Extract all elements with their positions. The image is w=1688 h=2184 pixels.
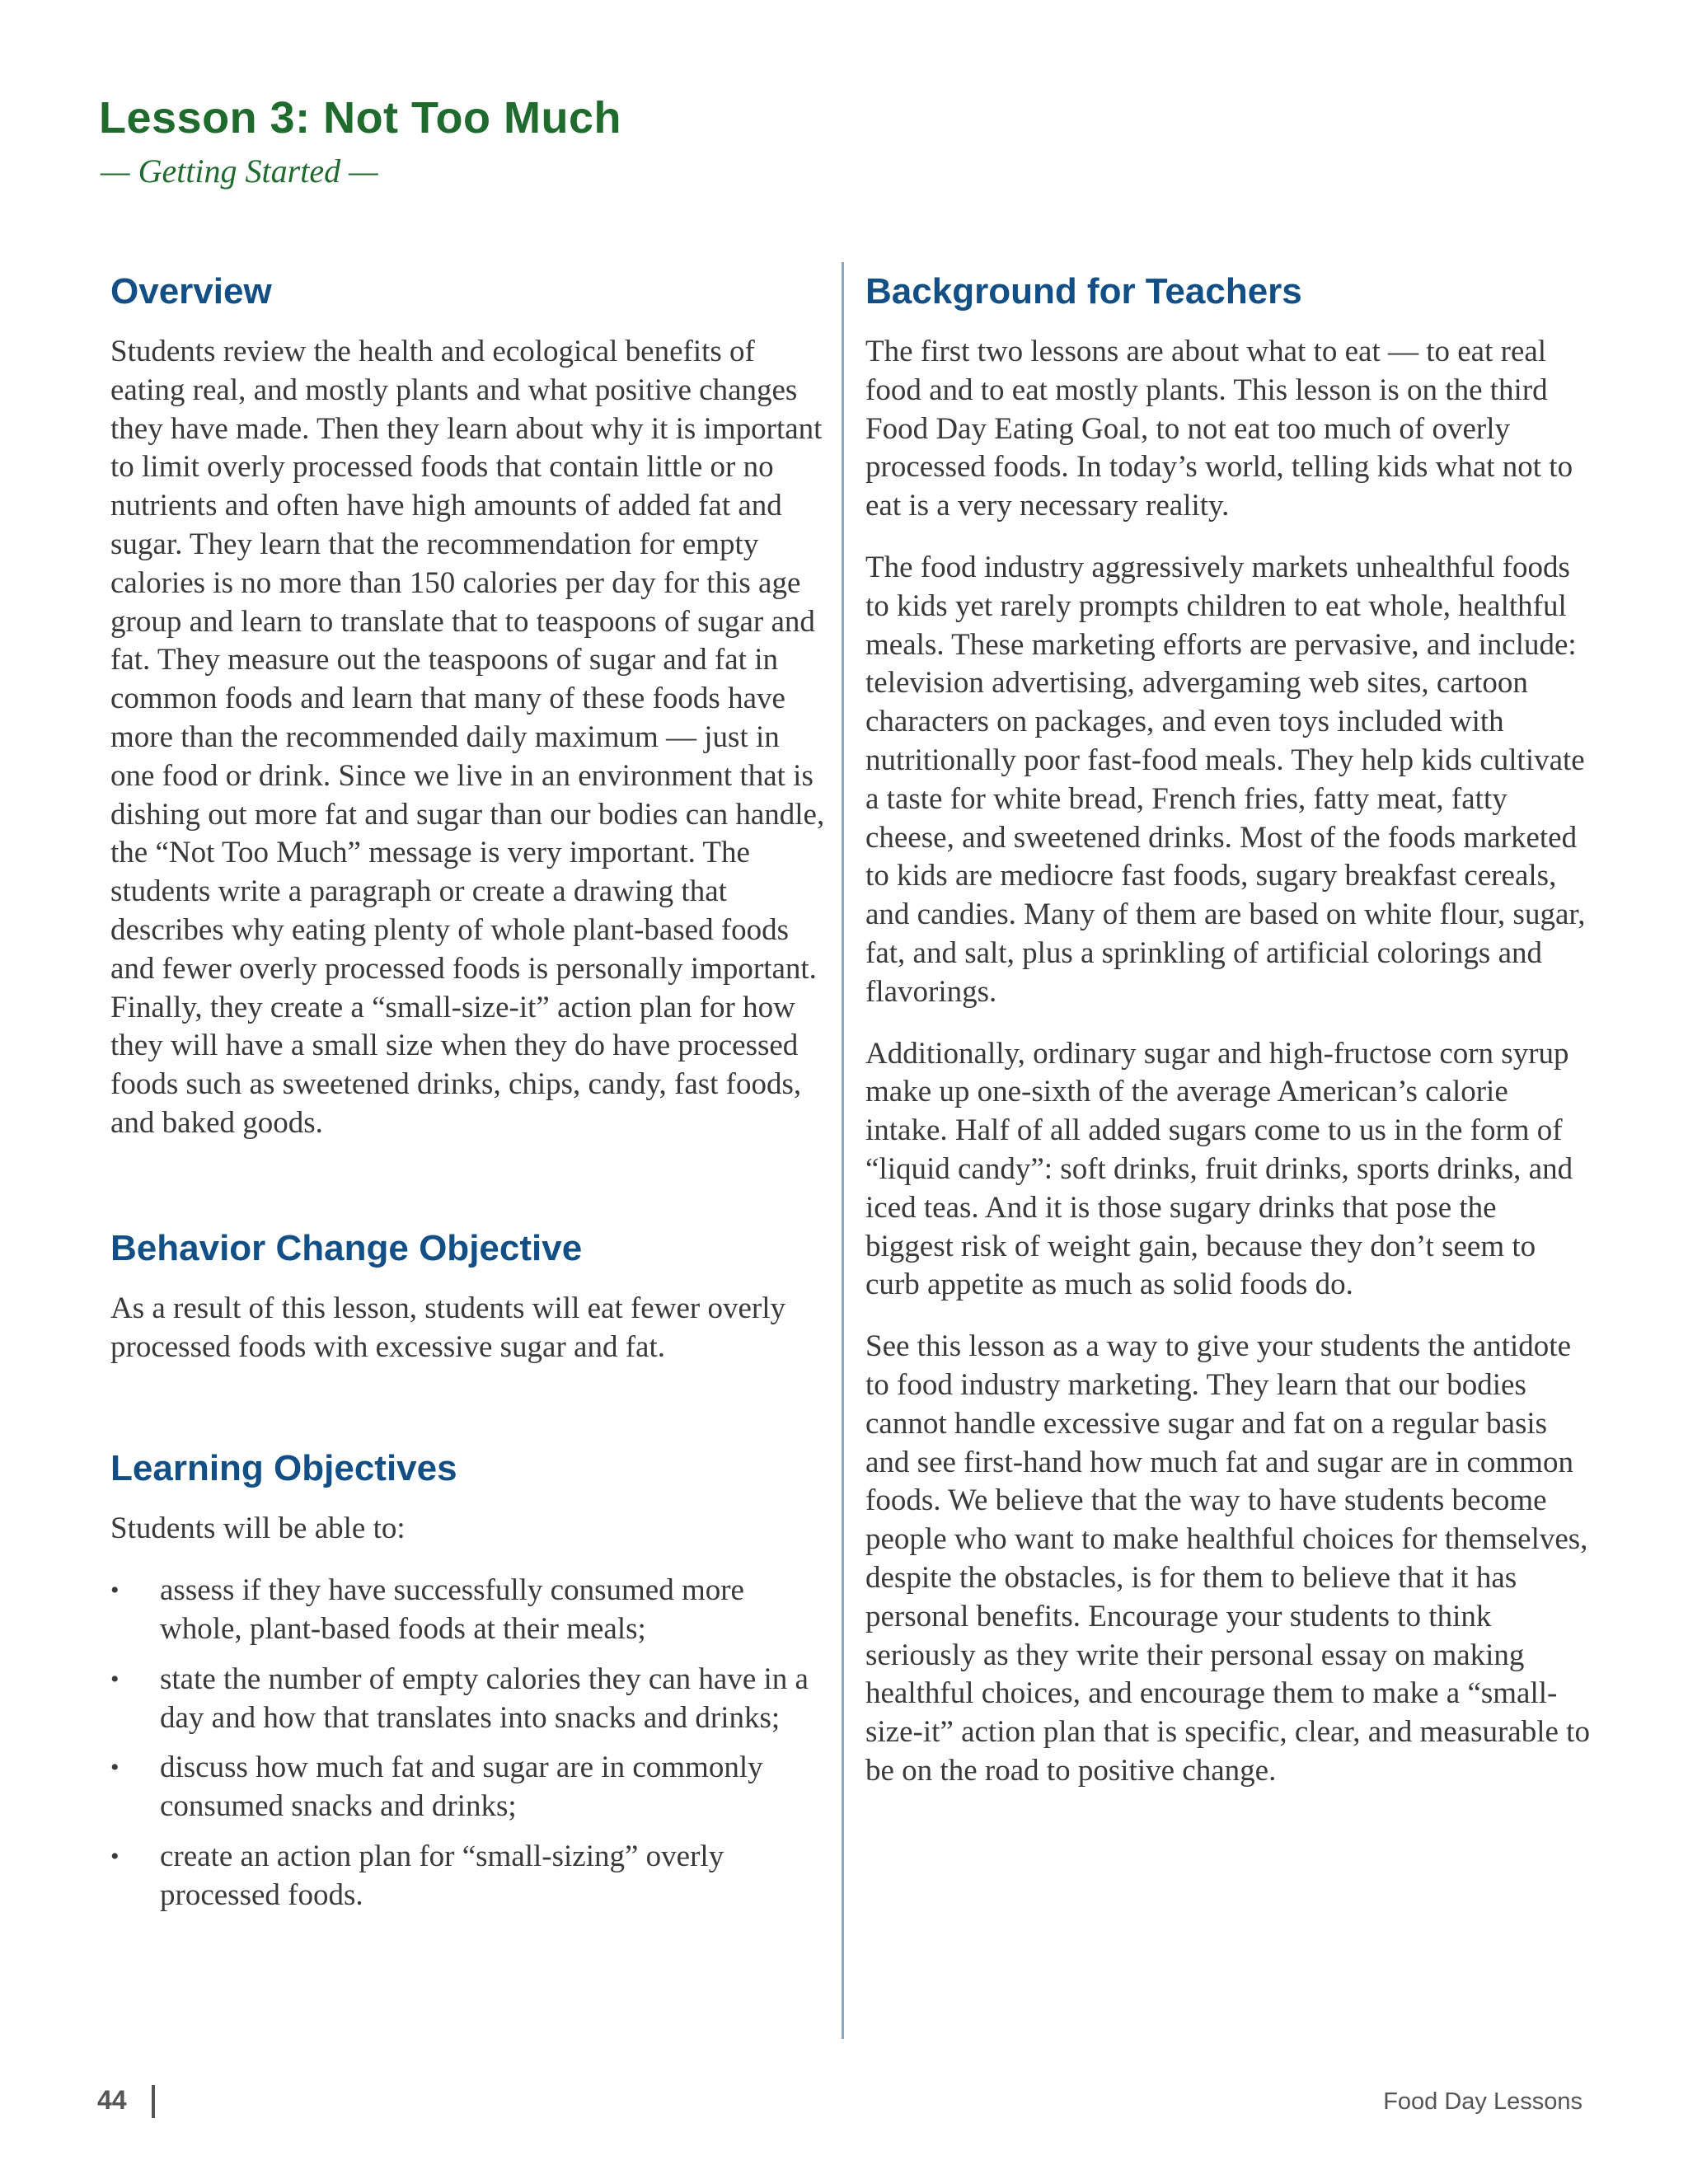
list-item-text: discuss how much fat and sugar are in commonly consumed snacks and drinks; [160, 1750, 763, 1824]
background-paragraph: The food industry aggressively markets unhealthful foods to kids yet rarely prompts children to eat whole, healthful meals. These marketing efforts are pervasive, and include: television advertising, advergaming web sites, cartoon characters on packages, and even toys included with nutritionally poor fast-food meals. They help kids cultivate a taste for white bread, French fries, fatty meat, fatty cheese, and sweetened drinks. Most of the foods marketed to kids are mediocre fast foods, sugary breakfast cereals, and candies. Many of them are based on white flour, sugar, fat, and salt, plus a sprinkling of artificial colorings and flavorings. [865, 550, 1586, 1009]
right-column [865, 262, 1591, 1791]
bullet-icon: • [110, 1577, 120, 1605]
learning-objectives-intro: Students will be able to: [110, 1511, 406, 1546]
background-paragraph: The first two lessons are about what to eat — to eat real food and to eat mostly plants. This lesson is on the third Food Day Eating Goal, to not eat too much of overly processed foods. In today’s world, telling kids what not to eat is a very necessary reality. [865, 335, 1573, 523]
lesson-subtitle: — Getting Started — [101, 152, 378, 190]
bullet-icon: • [110, 1842, 120, 1870]
list-item-text: state the number of empty calories they can have in a day and how that translates into snacks and drinks; [160, 1661, 809, 1735]
bullet-icon: • [110, 1754, 120, 1782]
footer-separator [152, 2085, 155, 2118]
learning-objectives-heading: Learning Objectives [110, 1448, 457, 1489]
behavior-change-heading: Behavior Change Objective [110, 1227, 583, 1268]
list-item [110, 1572, 829, 1649]
background-paragraph: See this lesson as a way to give your students the antidote to food industry marketing. They learn that our bodies cannot handle excessive sugar and fat on a regular basis and see first-hand how much fat and sugar are in common foods. We believe that the way to have students become people who want to make healthful choices for themselves, despite the obstacles, is for them to believe that it has personal benefits. Encourage your students to think seriously as they write their personal essay on making healthful choices, and encourage them to make a “small-size-it” action plan that is specific, clear, and measurable to be on the road to positive change. [865, 1329, 1590, 1788]
lesson-title: Lesson 3: Not Too Much [99, 93, 621, 143]
learning-objectives-section [110, 1439, 829, 1915]
overview-heading: Overview [110, 271, 272, 312]
bullet-icon: • [110, 1665, 120, 1693]
behavior-change-section [110, 1219, 829, 1367]
list-item-text: create an action plan for “small-sizing” overly processed foods. [160, 1839, 724, 1912]
overview-text: Students review the health and ecological benefits of eating real, and mostly plants and what positive changes they have made. Then they learn about why it is important to limit overly processed foods that contain little or no nutrients and often have high amounts of added fat and sugar. They learn that the recommendation for empty calories is no more than 150 calories per day for this age group and learn to translate that to teaspoons of sugar and fat. They measure out the teaspoons of sugar and fat in common foods and learn that many of these foods have more than the recommended daily maximum — just in one food or drink. Since we live in an environment that is dishing out more fat and sugar than our bodies can handle, the “Not Too Much” message is very important. The students write a paragraph or create a drawing that describes why eating plenty of whole plant-based foods and fewer overly processed foods is personally important. Finally, they create a “small-size-it” action plan for how they will have a small size when they do have processed foods such as sweetened drinks, chips, candy, fast foods, and baked goods. [110, 335, 825, 1140]
background-section [865, 262, 1591, 1791]
list-item [110, 1661, 829, 1738]
footer-label: Food Day Lessons [1383, 2088, 1582, 2115]
list-item-text: assess if they have successfully consumed more whole, plant-based foods at their meals; [160, 1573, 744, 1646]
list-item [110, 1838, 829, 1915]
background-heading: Background for Teachers [865, 271, 1302, 312]
page-number: 44 [97, 2085, 127, 2115]
background-paragraph: Additionally, ordinary sugar and high-fructose corn syrup make up one-sixth of the average American’s calorie intake. Half of all added sugars come to us in the form of “liquid candy”: soft drinks, fruit drinks, sports drinks, and iced teas. And it is those sugary drinks that pose the biggest risk of weight gain, because they don’t seem to curb appetite as much as solid foods do. [865, 1036, 1573, 1302]
list-item [110, 1749, 829, 1826]
column-divider [842, 262, 844, 2039]
behavior-change-text: As a result of this lesson, students will eat fewer overly processed foods with excessive sugar and fat. [110, 1291, 785, 1364]
overview-section [110, 262, 829, 1143]
left-column [110, 262, 829, 1915]
learning-objectives-list [110, 1572, 829, 1915]
